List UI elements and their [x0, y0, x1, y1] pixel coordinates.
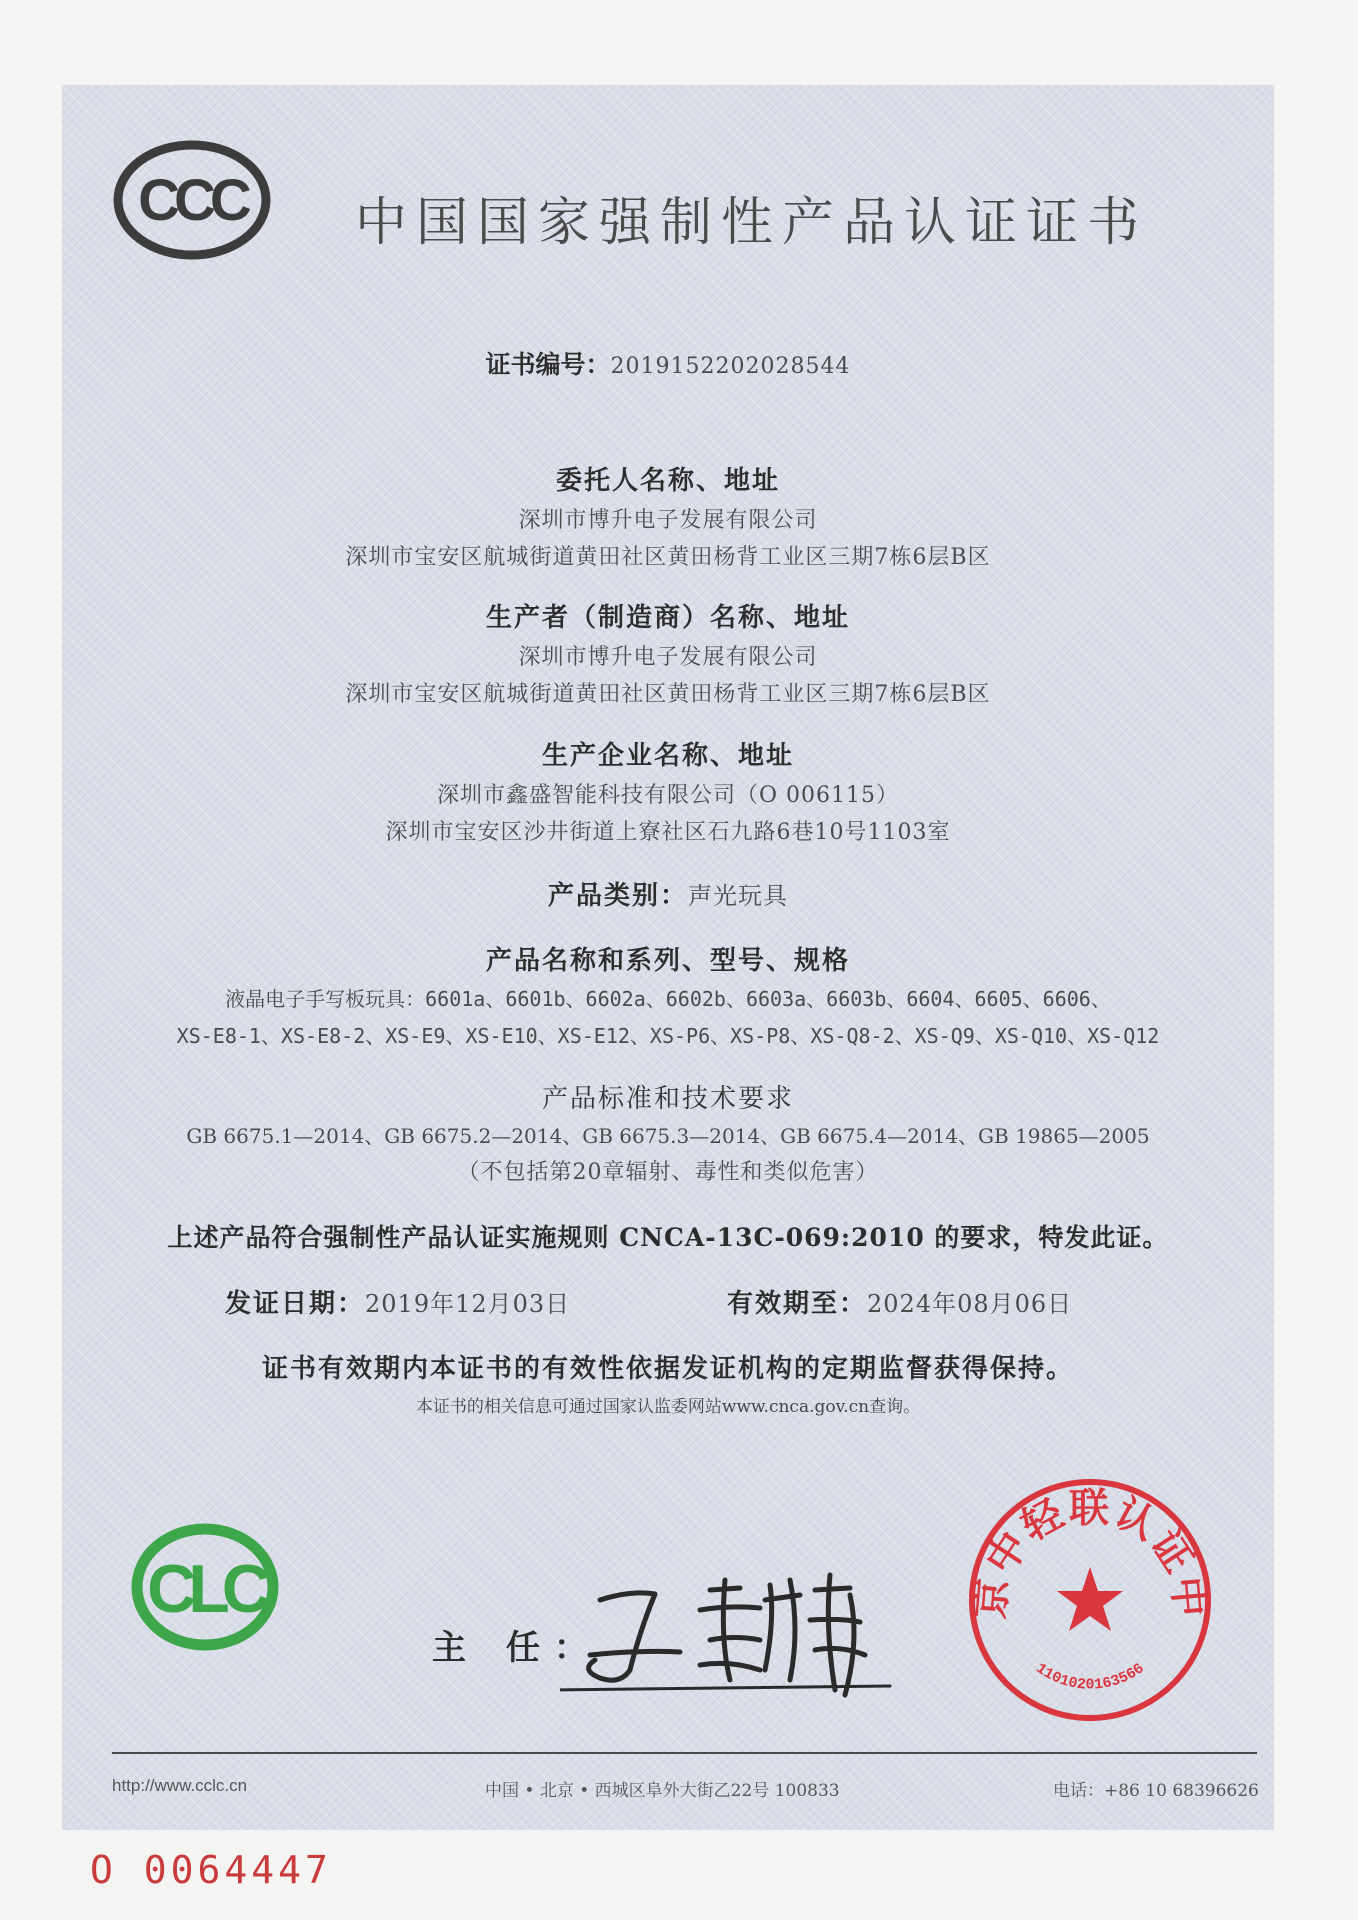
manufacturer-heading: 生产者（制造商）名称、地址: [485, 603, 850, 633]
product-models-line1: 液晶电子手写板玩具：6601a、6601b、6602a、6602b、6603a、6603b、6604、6605、6606、: [225, 987, 1111, 1011]
svg-text:1101020163566: [1033, 1660, 1148, 1694]
product-models-heading: 产品名称和系列、型号、规格: [485, 946, 850, 976]
expiry-date-label: 有效期至：: [727, 1289, 868, 1319]
signature-image: [560, 1560, 900, 1710]
factory-name: 深圳市鑫盛智能科技有限公司（O 006115）: [436, 783, 899, 808]
expiry-date: [727, 1283, 1072, 1320]
query-note: 本证书的相关信息可通过国家认监委网站www.cnca.gov.cn查询。: [415, 1397, 921, 1417]
signature-label: 主 任：: [432, 1628, 602, 1668]
footer-phone: 电话：+86 10 68396626: [1053, 1781, 1259, 1801]
manufacturer-name: 深圳市博升电子发展有限公司: [518, 645, 818, 670]
standards-heading: 产品标准和技术要求: [541, 1084, 794, 1114]
product-category: [62, 875, 1274, 912]
footer-website: http://www.cclc.cn: [112, 1776, 248, 1795]
issue-date-value: 2019年12月03日: [365, 1290, 571, 1318]
footer-divider: [112, 1752, 1257, 1754]
product-category-value: 声光玩具: [688, 882, 788, 910]
certificate-number-value: 2019152202028544: [610, 354, 851, 379]
standards-line1: GB 6675.1—2014、GB 6675.2—2014、GB 6675.3—2014、GB 6675.4—2014、GB 19865—2005: [186, 1124, 1150, 1148]
standards-line2: （不包括第20章辐射、毒性和类似危害）: [457, 1160, 879, 1185]
manufacturer-address: 深圳市宝安区航城街道黄田社区黄田杨背工业区三期7栋6层B区: [345, 682, 991, 707]
factory-heading: 生产企业名称、地址: [541, 741, 794, 771]
footer-address: 中国 • 北京 • 西城区阜外大街乙22号 100833: [485, 1781, 840, 1801]
seal-text: 京中轻联认证中: [966, 1484, 1214, 1621]
svg-text:CCC: CCC: [138, 168, 246, 233]
certificate-number: [62, 345, 1274, 381]
product-models-line2: XS-E8-1、XS-E8-2、XS-E9、XS-E10、XS-E12、XS-P6、XS-P8、XS-Q8-2、XS-Q9、XS-Q10、XS-Q12: [176, 1024, 1160, 1048]
certificate-number-label: 证书编号：: [485, 350, 611, 379]
validity-note: 证书有效期内本证书的有效性依据发证机构的定期监督获得保持。: [261, 1354, 1074, 1384]
official-seal: [965, 1475, 1215, 1725]
issue-date: [225, 1283, 570, 1320]
svg-text:CLC: CLC: [147, 1551, 263, 1627]
expiry-date-value: 2024年08月06日: [867, 1290, 1073, 1318]
applicant-name: 深圳市博升电子发展有限公司: [518, 508, 818, 533]
conformity-statement: 上述产品符合强制性产品认证实施规则 CNCA-13C-069:2010 的要求，特发此证。: [167, 1223, 1169, 1252]
ccc-logo: [112, 140, 272, 260]
seal-number: 1101020163566: [1032, 1660, 1148, 1694]
product-category-label: 产品类别：: [547, 881, 688, 911]
issue-date-label: 发证日期：: [225, 1289, 366, 1319]
certificate-title: 中国国家强制性产品认证证书: [355, 193, 1149, 253]
applicant-address: 深圳市宝安区航城街道黄田社区黄田杨背工业区三期7栋6层B区: [345, 545, 991, 570]
factory-address: 深圳市宝安区沙井街道上寮社区石九路6巷10号1103室: [385, 820, 951, 845]
serial-number: O 0064447: [90, 1848, 332, 1892]
applicant-heading: 委托人名称、地址: [555, 466, 780, 496]
clc-logo: [130, 1522, 280, 1652]
